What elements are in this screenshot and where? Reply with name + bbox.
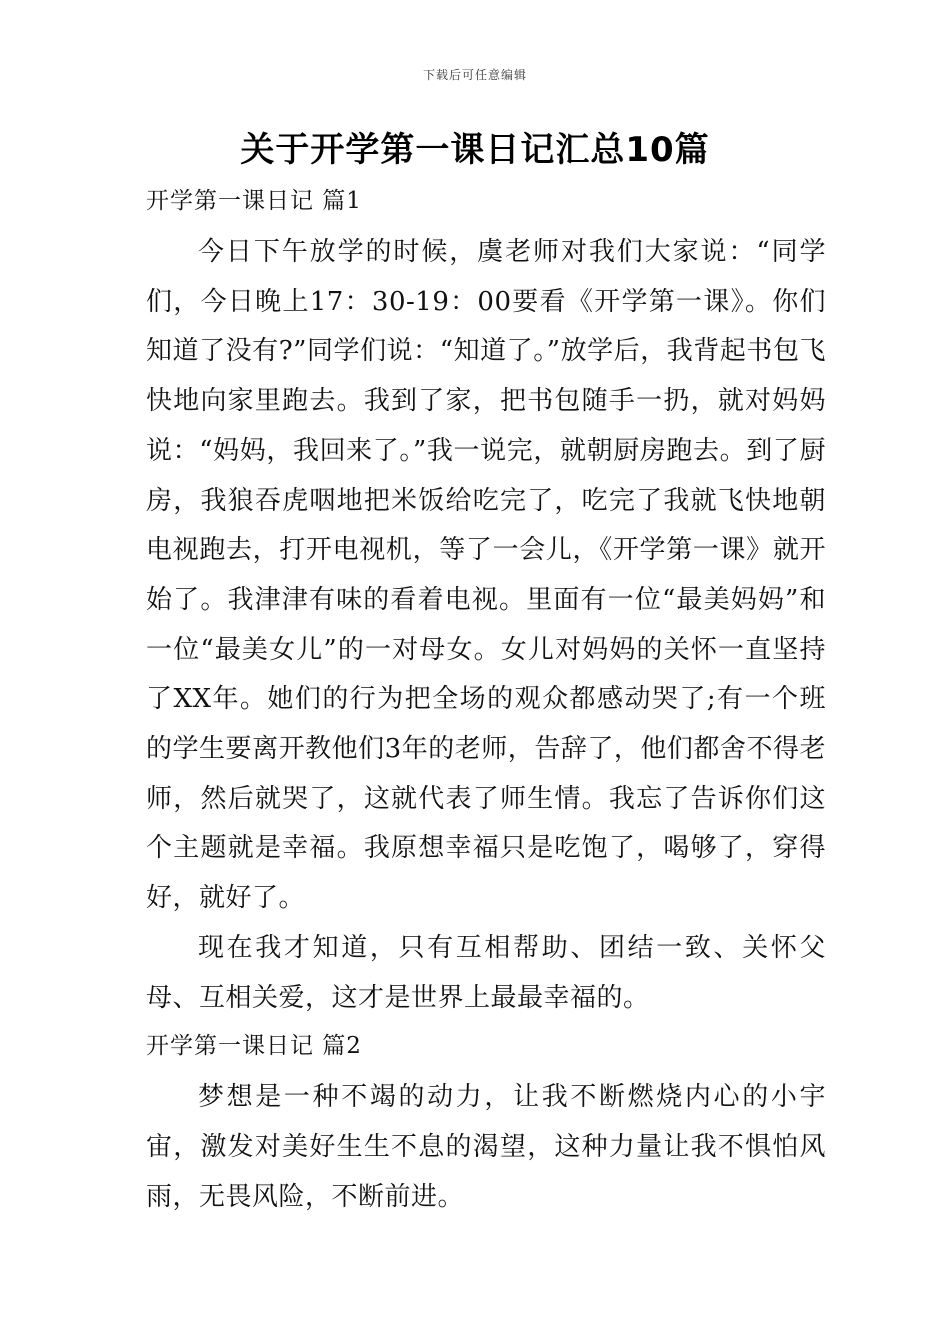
document-body xyxy=(146,180,826,1222)
section-heading: 开学第一课日记 篇2 xyxy=(146,1033,362,1060)
paragraph: 现在我才知道，只有互相帮助、团结一致、关怀父母、互相关爱，这才是世界上最最幸福的。 xyxy=(146,932,826,1013)
paragraph: 梦想是一种不竭的动力，让我不断燃烧内心的小宇宙，激发对美好生生不息的渴望，这种力量让我不惧怕风雨，无畏风险，不断前进。 xyxy=(146,1082,826,1212)
section-heading: 开学第一课日记 篇1 xyxy=(146,188,362,214)
header-note: 下载后可任意编辑 xyxy=(422,68,527,82)
paragraph: 今日下午放学的时候，虞老师对我们大家说：“同学们，今日晚上17：30-19：00要看《开学第一课》。你们知道了没有?”同学们说：“知道了。”放学后，我背起书包飞快地向家里跑去。我到了家，把书包随手一扔，就对妈妈说：“妈妈，我回来了。”我一说完，就朝厨房跑去。到了厨房，我狼吞虎咽地把米饭给吃完了，吃完了我就飞快地朝电视跑去，打开电视机，等了一会儿，《开学第一课》就开始了。我津津有味的看着电视。里面有一位“最美妈妈”和一位“最美女儿”的一对母女。女儿对妈妈的关怀一直坚持了XX年。她们的行为把全场的观众都感动哭了;有一个班的学生要离开教他们3年的老师，告辞了，他们都舍不得老师，然后就哭了，这就代表了师生情。我忘了告诉你们这个主题就是幸福。我原想幸福只是吃饱了，喝够了，穿得好，就好了。 xyxy=(146,237,826,914)
document-title: 关于开学第一课日记汇总10篇 xyxy=(240,130,710,170)
